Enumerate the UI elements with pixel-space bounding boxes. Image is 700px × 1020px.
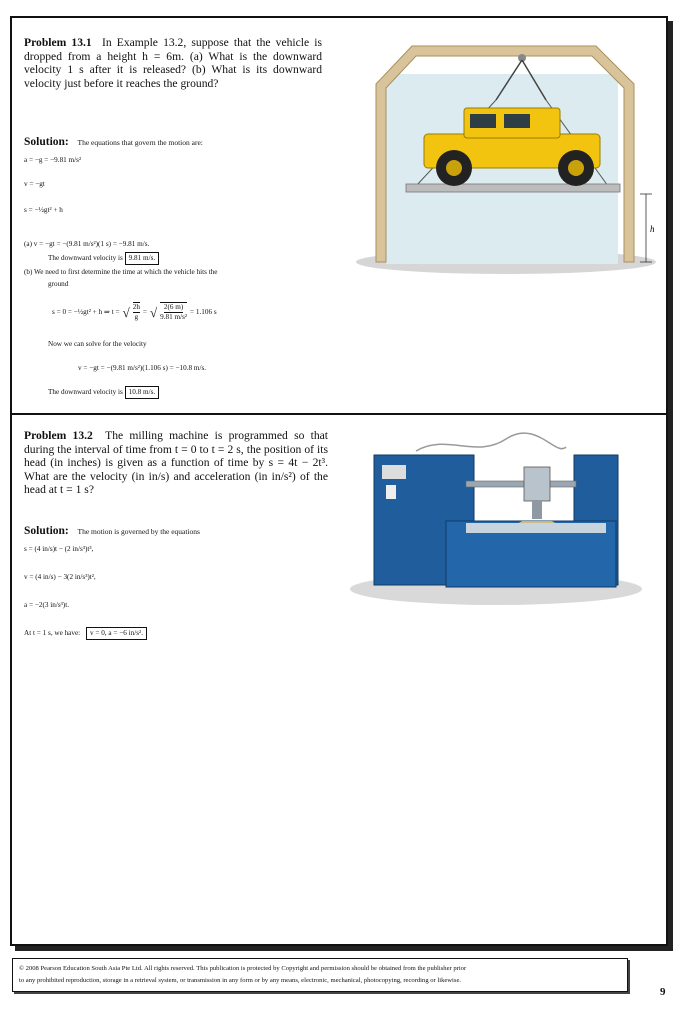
gantry-rail bbox=[466, 481, 576, 487]
part-b-time-equation bbox=[52, 302, 217, 322]
eq-left: s = 0 = −½gt² + h ⇒ t = bbox=[52, 307, 120, 316]
milling-head bbox=[524, 467, 550, 501]
solution-intro: The motion is governed by the equations bbox=[77, 527, 200, 536]
control-panel bbox=[382, 465, 406, 479]
eq-result: = 1.106 s bbox=[190, 307, 217, 316]
answer-line bbox=[24, 627, 147, 640]
problem-statement bbox=[24, 429, 328, 497]
page-number: 9 bbox=[660, 986, 666, 998]
answer-box: v = 0, a = −6 in/s². bbox=[86, 627, 147, 640]
solution-intro: The equations that govern the motion are: bbox=[77, 138, 203, 147]
solution-label: Solution: bbox=[24, 136, 69, 148]
milling-machine bbox=[374, 455, 618, 587]
solution-heading bbox=[24, 525, 200, 537]
copyright-line-1: © 2008 Pearson Education South Asia Pte Ltd. All rights reserved. This publication is protected by Copyright and permission should be obtained from the publisher prior bbox=[19, 965, 467, 972]
copyright-footer bbox=[12, 958, 628, 992]
copyright-line-2: to any prohibited reproduction, storage in a retrieval system, or transmission in any form or by any means, electronic, mechanical, photocopying, recording or likewise. bbox=[19, 977, 462, 984]
equation-position: s = −½gt² + h bbox=[24, 206, 63, 214]
answer-box: 9.81 m/s. bbox=[125, 252, 160, 265]
solution-label: Solution: bbox=[24, 525, 69, 537]
fraction-numerator: 2h bbox=[132, 303, 140, 311]
part-b-velocity-equation: v = −gt = −(9.81 m/s²)(1.106 s) = −10.8 m/s. bbox=[78, 364, 207, 372]
fraction-2 bbox=[160, 302, 187, 322]
fraction-1 bbox=[133, 302, 140, 322]
problem-label: Problem 13.1 bbox=[24, 36, 92, 49]
equation-acceleration: a = −2(3 in/s³)t. bbox=[24, 601, 69, 609]
answer-prefix: At t = 1 s, we have: bbox=[24, 629, 81, 637]
height-label: h bbox=[650, 224, 655, 234]
milling-machine-illustration bbox=[346, 429, 650, 607]
problem-13-2-section bbox=[12, 415, 666, 944]
part-a-answer-line bbox=[48, 252, 159, 265]
hanging-vehicle-illustration bbox=[346, 34, 660, 280]
problem-text: In Example 13.2, suppose that the vehicle is dropped from a height h = 6m. (a) What is the downward velocity 1 s after it is released? (b) What is its downward velocity just before it reaches the ground? bbox=[24, 36, 322, 90]
part-a-line: (a) v = −gt = −(9.81 m/s²)(1 s) = −9.81 m/s. bbox=[24, 240, 150, 248]
equation-acceleration: a = −g = −9.81 m/s² bbox=[24, 156, 82, 164]
page-frame bbox=[10, 16, 668, 946]
equation-velocity: v = −gt bbox=[24, 180, 45, 188]
power-cable bbox=[416, 433, 566, 451]
problem-text: The milling machine is programmed so that during the interval of time from t = 0 to t = 2 s, the position of its head (in inches) is given as a function of time by s = 4t − 2t³. What are the velocity (in in/s) and acceleration (in in/s²) of the head at t = 1 s? bbox=[24, 429, 328, 497]
problem-label: Problem 13.2 bbox=[24, 429, 93, 442]
sqrt-icon: √ bbox=[149, 304, 158, 320]
equation-velocity: v = (4 in/s) − 3(2 in/s³)t², bbox=[24, 573, 96, 581]
answer-box: 10.8 m/s. bbox=[125, 386, 160, 399]
equation-position: s = (4 in/s)t − (2 in/s³)t³, bbox=[24, 545, 94, 553]
part-b-line-3: Now we can solve for the velocity bbox=[48, 340, 147, 348]
part-b-line-1: (b) We need to first determine the time at which the vehicle hits the bbox=[24, 268, 218, 276]
lift-platform bbox=[406, 184, 620, 192]
problem-13-1-section bbox=[12, 18, 666, 415]
answer-prefix: The downward velocity is bbox=[48, 388, 123, 396]
sqrt-icon: √ bbox=[122, 304, 130, 320]
fraction-numerator: 2(6 m) bbox=[163, 303, 184, 311]
part-b-line-2: ground bbox=[48, 280, 69, 288]
fraction-denominator: g bbox=[134, 313, 139, 321]
equals-sign: = bbox=[142, 307, 147, 316]
answer-prefix: The downward velocity is bbox=[48, 254, 123, 262]
fraction-denominator: 9.81 m/s² bbox=[160, 313, 188, 321]
solution-heading bbox=[24, 136, 203, 148]
part-b-answer-line bbox=[48, 386, 159, 399]
problem-statement bbox=[24, 36, 322, 90]
